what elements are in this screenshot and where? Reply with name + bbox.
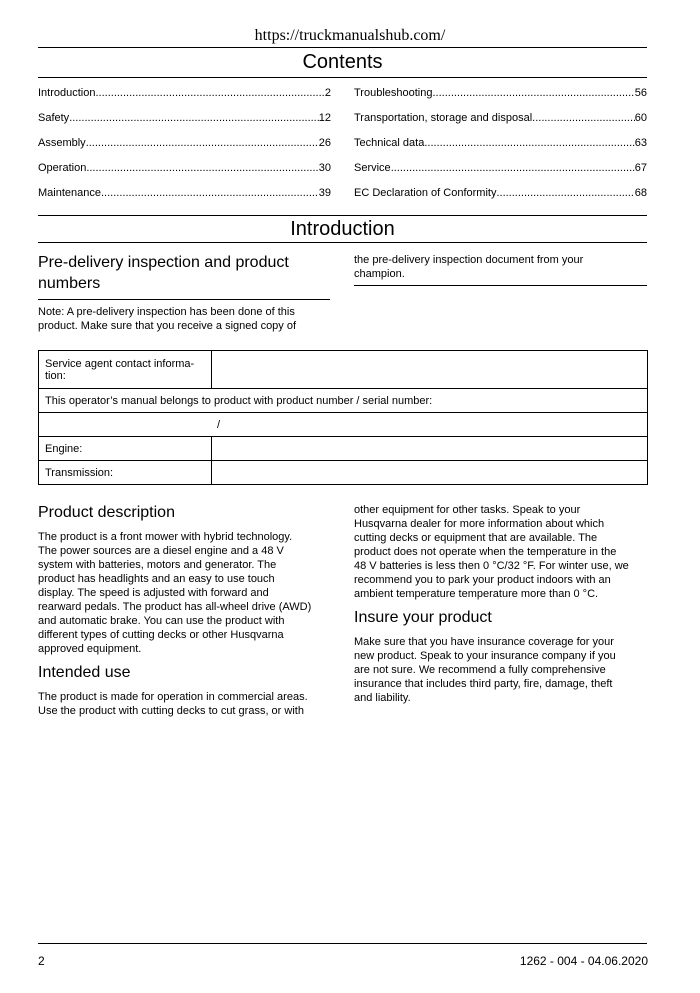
cell-text: Service agent contact informa- <box>45 357 195 370</box>
service-agent-value-field[interactable] <box>212 351 648 389</box>
toc-item-operation[interactable] <box>38 162 331 174</box>
toc-label: Troubleshooting <box>354 87 433 99</box>
text-line: different types of cutting decks or other Husqvarna <box>38 629 284 641</box>
toc-page: 30 <box>318 162 331 174</box>
toc-leader <box>86 162 318 174</box>
predelivery-rule <box>38 299 330 300</box>
contents-title: Contents <box>302 51 383 73</box>
predelivery-right-rule <box>354 285 647 286</box>
top-rule <box>38 47 647 48</box>
text-line: cutting decks or equipment that are available. The <box>354 532 598 544</box>
toc-item-introduction[interactable] <box>38 87 331 99</box>
toc-label: Technical data <box>354 137 425 149</box>
intended-use-body-continued <box>354 503 654 601</box>
toc-page: 67 <box>634 162 647 174</box>
text-line: system with batteries, motors and generator. The <box>38 559 277 571</box>
text-line: display. The speed is adjusted with forward and <box>38 587 269 599</box>
text-line: approved equipment. <box>38 643 142 655</box>
text-line: The product is made for operation in commercial areas. <box>38 691 308 703</box>
table-row <box>39 413 648 437</box>
toc-label: Maintenance <box>38 187 101 199</box>
toc-page: 2 <box>324 87 331 99</box>
page-number: 2 <box>38 954 45 968</box>
toc-item-assembly[interactable] <box>38 137 331 149</box>
toc-item-troubleshooting[interactable] <box>354 87 647 99</box>
toc-leader <box>496 187 634 199</box>
cell-text: tion: <box>45 369 66 382</box>
toc-page: 63 <box>634 137 647 149</box>
product-serial-field[interactable] <box>39 413 648 437</box>
table-row <box>39 389 648 413</box>
belongs-text: This operator’s manual belongs to product with product number / serial number: <box>39 389 648 413</box>
table-row <box>39 351 648 389</box>
toc-item-maintenance[interactable] <box>38 187 331 199</box>
toc-label: Transportation, storage and disposal <box>354 112 533 124</box>
text-line: other equipment for other tasks. Speak to your <box>354 504 581 516</box>
source-url: https://truckmanualshub.com/ <box>254 27 446 44</box>
toc-leader <box>432 87 634 99</box>
text-line: are not sure. We recommend a fully comprehensive <box>354 664 606 676</box>
note-text: A pre-delivery inspection has been done of this <box>64 306 295 318</box>
note-text: product. Make sure that you receive a signed copy of <box>38 320 297 332</box>
engine-label: Engine: <box>39 437 212 461</box>
text-line: new product. Speak to your insurance company if you <box>354 650 616 662</box>
toc-leader <box>69 112 319 124</box>
text-line: Use the product with cutting decks to cut grass, or with <box>38 705 304 717</box>
footer-rule <box>38 943 647 944</box>
intended-use-body <box>38 690 338 718</box>
toc-leader <box>86 137 319 149</box>
table-row <box>39 461 648 485</box>
text-line: recommend you to park your product indoors with an <box>354 574 611 586</box>
predelivery-note <box>38 305 330 333</box>
toc-leader <box>424 137 634 149</box>
toc-page: 26 <box>318 137 331 149</box>
text-line: the pre-delivery inspection document from your <box>354 254 584 266</box>
text-line: product has headlights and an easy to use touch <box>38 573 275 585</box>
product-info-table <box>38 350 648 485</box>
document-code: 1262 - 004 - 04.06.2020 <box>519 954 648 968</box>
note-label: Note: <box>38 306 65 318</box>
toc-item-safety[interactable] <box>38 112 331 124</box>
intended-use-heading: Intended use <box>38 664 131 681</box>
text-line: Make sure that you have insurance coverage for your <box>354 636 614 648</box>
toc-label: Safety <box>38 112 70 124</box>
slash-separator: / <box>217 418 221 431</box>
toc-item-ec-declaration[interactable] <box>354 187 647 199</box>
engine-value-field[interactable] <box>212 437 648 461</box>
text-line: 48 V batteries is less then 0 °C/32 °F. For winter use, we <box>354 560 629 572</box>
predelivery-heading <box>38 252 330 294</box>
text-line: and liability. <box>354 692 411 704</box>
introduction-title: Introduction <box>290 218 395 240</box>
predelivery-heading-line: numbers <box>38 275 101 292</box>
transmission-label: Transmission: <box>39 461 212 485</box>
text-line: champion. <box>354 268 405 280</box>
text-line: and automatic brake. You can use the product with <box>38 615 285 627</box>
toc-label: Service <box>354 162 391 174</box>
toc-page: 56 <box>634 87 647 99</box>
text-line: ambient temperature temperature more than 0 °C. <box>354 588 599 600</box>
text-line: The power sources are a diesel engine and a 48 V <box>38 545 284 557</box>
toc-leader <box>95 87 324 99</box>
product-description-body <box>38 530 338 656</box>
toc-item-transportation[interactable] <box>354 112 647 124</box>
text-line: insurance that includes third party, fire, damage, theft <box>354 678 613 690</box>
introduction-top-rule <box>38 215 647 216</box>
toc-label: Assembly <box>38 137 86 149</box>
text-line: The product is a front mower with hybrid technology. <box>38 531 293 543</box>
text-line: Husqvarna dealer for more information about which <box>354 518 605 530</box>
text-line: rearward pedals. The product has all-wheel drive (AWD) <box>38 601 312 613</box>
text-line: product does not operate when the temperature in the <box>354 546 617 558</box>
service-agent-label <box>39 351 212 389</box>
insure-body <box>354 635 654 705</box>
toc-label: Operation <box>38 162 87 174</box>
toc-leader <box>532 112 635 124</box>
insure-heading: Insure your product <box>354 609 492 626</box>
toc-item-service[interactable] <box>354 162 647 174</box>
table-row <box>39 437 648 461</box>
toc-label: EC Declaration of Conformity <box>354 187 497 199</box>
toc-page: 68 <box>634 187 647 199</box>
introduction-bottom-rule <box>38 242 647 243</box>
predelivery-continued <box>354 253 647 281</box>
product-description-heading: Product description <box>38 504 175 521</box>
toc-leader <box>101 187 319 199</box>
contents-rule <box>38 77 647 78</box>
toc-label: Introduction <box>38 87 96 99</box>
toc-page: 12 <box>318 112 331 124</box>
toc-page: 39 <box>318 187 331 199</box>
toc-item-technical-data[interactable] <box>354 137 647 149</box>
toc-page: 60 <box>634 112 647 124</box>
toc-leader <box>391 162 635 174</box>
predelivery-heading-line: Pre-delivery inspection and product <box>38 254 289 271</box>
transmission-value-field[interactable] <box>212 461 648 485</box>
